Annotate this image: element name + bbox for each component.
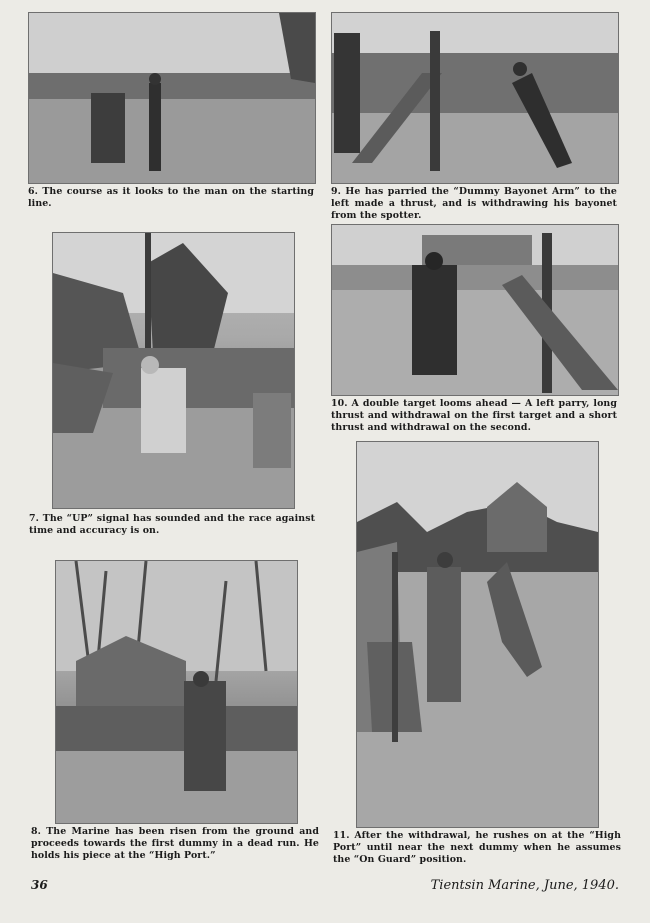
photo-10-double-target bbox=[331, 224, 619, 396]
caption-9: 9. He has parried the “Dummy Bayonet Arm” to the left made a thrust, and is withdrawing his bayonet from the spotter. bbox=[331, 186, 617, 221]
caption-7: 7. The “UP” signal has sounded and the race against time and accuracy is on. bbox=[29, 513, 315, 536]
caption-8: 8. The Marine has been risen from the ground and proceeds towards the first dummy in a dead run. He holds his piece at the “High Port.” bbox=[31, 826, 319, 861]
photo-7-up-signal bbox=[52, 232, 295, 509]
page-number: 36 bbox=[31, 878, 48, 892]
photo-11-on-guard bbox=[356, 441, 599, 828]
photo-8-high-port-run bbox=[55, 560, 298, 824]
caption-6: 6. The course as it looks to the man on the starting line. bbox=[28, 186, 314, 209]
photo-9-parry-dummy-arm bbox=[331, 12, 619, 184]
caption-10: 10. A double target looms ahead — A left parry, long thrust and withdrawal on the first target and a short thrust and withdrawal on the second. bbox=[331, 398, 617, 433]
journal-citation: Tientsin Marine, June, 1940. bbox=[430, 878, 619, 893]
photo-6-course-starting-line bbox=[28, 12, 316, 184]
caption-11: 11. After the withdrawal, he rushes on at the “High Port” until near the next dummy when he assumes the “On Guard” position. bbox=[333, 830, 621, 865]
